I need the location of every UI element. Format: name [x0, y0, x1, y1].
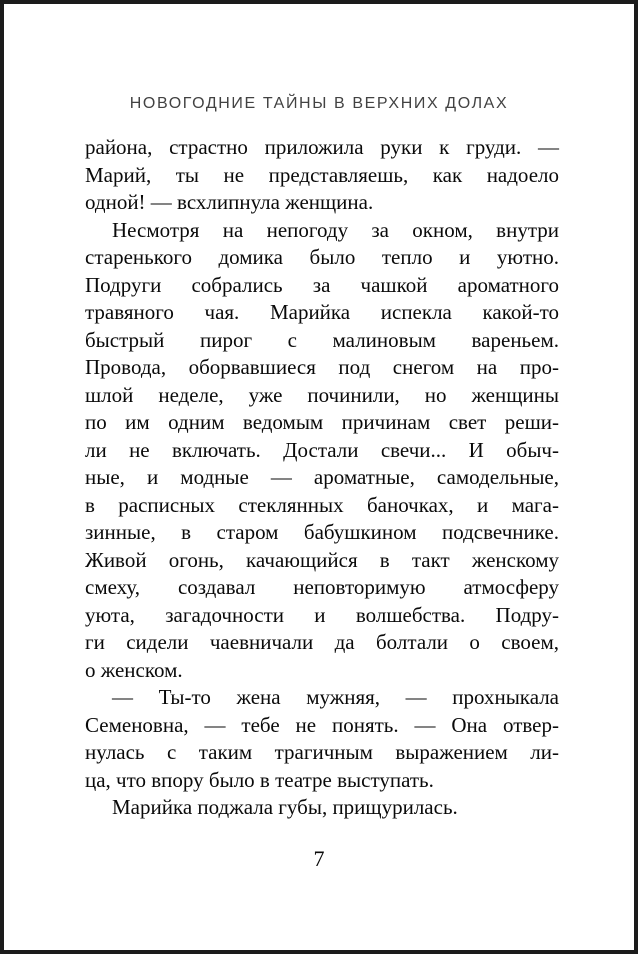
paragraph: [85, 217, 559, 685]
text-line: ги сидели чаевничали да болтали о своем,: [85, 630, 559, 654]
text-line: зинные, в старом бабушкином подсвечнике.: [85, 520, 559, 544]
text-line: ные, и модные — ароматные, самодельные,: [85, 465, 559, 489]
text-line: ли не включать. Достали свечи... И обыч-: [85, 437, 559, 462]
text-line: Несмотря на непогоду за окном, внутри: [112, 217, 559, 242]
page-number: 7: [313, 846, 325, 871]
text-line: Провода, оборвавшиеся под снегом на про-: [85, 355, 559, 379]
text-line: шлой неделе, уже починили, но женщины: [85, 382, 559, 407]
text-line: о женском.: [85, 657, 183, 682]
text-line: по им одним ведомым причинам свет реши-: [85, 410, 559, 434]
text-line: Марий, ты не представляешь, как надоело: [85, 162, 559, 187]
text-line: Подруги собрались за чашкой ароматного: [85, 272, 559, 297]
text-line: Живой огонь, качающийся в такт женскому: [85, 547, 559, 572]
text-line: уюта, загадочности и волшебства. Подру-: [85, 602, 559, 627]
page-text: [85, 134, 559, 822]
text-line: травяного чая. Марийка испекла какой-то: [85, 300, 559, 324]
running-header: НОВОГОДНИЕ ТАЙНЫ В ВЕРХНИХ ДОЛАХ: [129, 95, 509, 112]
text-line: района, страстно приложила руки к груди. —: [85, 135, 559, 159]
paragraph: [85, 134, 559, 217]
paragraph: [85, 684, 559, 794]
text-line: одной! — всхлипнула женщина.: [85, 190, 374, 214]
text-line: Марийка поджала губы, прищурилась.: [112, 795, 458, 819]
text-line: — Ты-то жена мужняя, — прохныкала: [112, 685, 559, 709]
text-line: ца, что впору было в театре выступать.: [85, 767, 434, 792]
text-line: смеху, создавал неповторимую атмосферу: [85, 575, 559, 599]
text-line: быстрый пирог с малиновым вареньем.: [85, 327, 559, 352]
text-line: Семеновна, — тебе не понять. — Она отвер-: [85, 712, 559, 737]
paragraph: [85, 794, 559, 822]
text-line: нулась с таким трагичным выражением ли-: [85, 740, 559, 764]
text-line: старенького домика было тепло и уютно.: [85, 245, 559, 269]
text-line: в расписных стеклянных баночках, и мага-: [85, 492, 559, 517]
